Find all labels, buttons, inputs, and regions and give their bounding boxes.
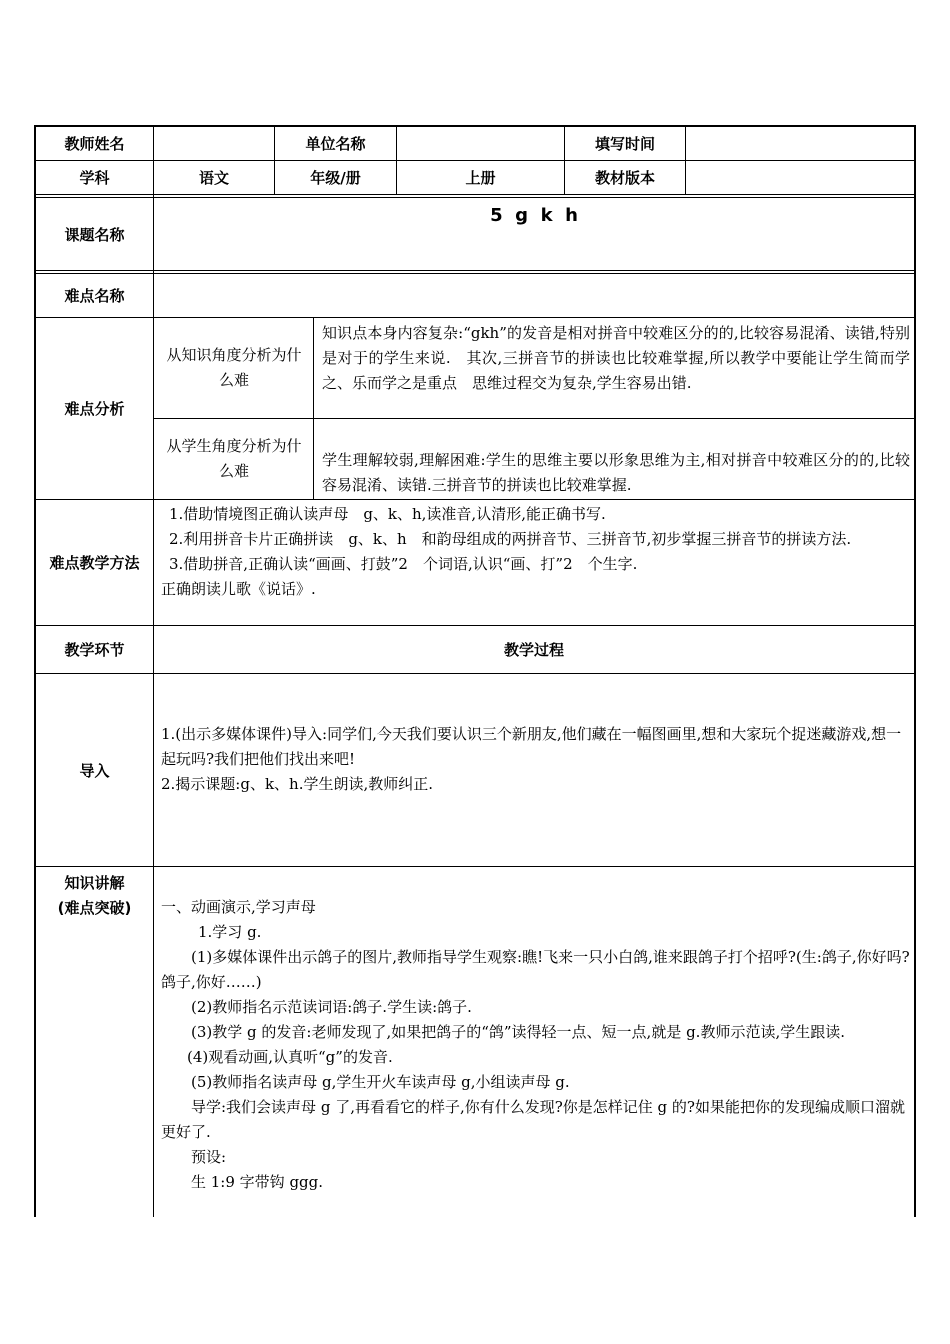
- teaching-methods-list: [161, 502, 911, 602]
- knowledge-item: (3)教学 g 的发音:老师发现了,如果把鸽子的“鸽”读得轻一点、短一点,就是 g.教师示范读,学生跟读.: [191, 1023, 845, 1041]
- teaching-stage-header: 教学环节: [64, 641, 125, 659]
- textbook-label: 教材版本: [594, 169, 655, 187]
- lesson-title-value: 5 g k h: [490, 205, 578, 226]
- knowledge-item: 一、动画演示,学习声母: [161, 898, 316, 916]
- teacher-name-field[interactable]: [154, 127, 274, 160]
- method-item: 3.借助拼音,正确认读“画画、打鼓”2 个词语,认识“画、打”2 个生字.: [169, 555, 638, 573]
- knowledge-explanation-content: [161, 895, 911, 1195]
- grade-value: 上册: [465, 169, 496, 187]
- intro-item: 1.(出示多媒体课件)导入:同学们,今天我们要认识三个新朋友,他们藏在一幅图画里,想和大家玩个捉迷藏游戏,想一起玩吗?我们把他们找出来吧!: [161, 725, 902, 768]
- method-item: 正确朗读儿歌《说话》.: [161, 580, 316, 598]
- knowledge-item: 生 1:9 字带钩 ggg.: [191, 1173, 324, 1191]
- knowledge-item: (2)教师指名示范读词语:鸽子.学生读:鸽子.: [191, 998, 472, 1016]
- teaching-methods-label: 难点教学方法: [49, 554, 140, 572]
- lesson-title-label: 课题名称: [64, 225, 125, 244]
- difficulty-analysis-label: 难点分析: [64, 400, 125, 418]
- difficulty-name-field[interactable]: [154, 274, 914, 317]
- intro-item: 2.揭示课题:g、k、h.学生朗读,教师纠正.: [161, 775, 434, 793]
- student-angle-label: 从学生角度分析为什么难: [166, 437, 302, 480]
- teaching-process-header: 教学过程: [503, 641, 564, 659]
- unit-name-label: 单位名称: [305, 135, 366, 153]
- knowledge-item: (4)观看动画,认真听“g”的发音.: [187, 1048, 393, 1066]
- knowledge-item: 导学:我们会读声母 g 了,再看看它的样子,你有什么发现?你是怎样记住 g 的?如果能把你的发现编成顺口溜就更好了.: [161, 1098, 905, 1141]
- knowledge-angle-text: 知识点本身内容复杂:“gkh”的发音是相对拼音中较难区分的的,比较容易混淆、读错,特别是对于的学生来说. 其次,三拼音节的拼读也比较难掌握,所以教学中要能让学生简而学之、乐而学之是重点 思维过程交为复杂,学生容易出错.: [322, 324, 910, 392]
- intro-content: [161, 722, 911, 797]
- knowledge-item: 1.学习 g.: [198, 923, 262, 941]
- method-item: 1.借助情境图正确认读声母 g、k、h,读准音,认清形,能正确书写.: [169, 505, 606, 523]
- textbook-field[interactable]: [686, 161, 914, 194]
- fill-time-label: 填写时间: [594, 135, 655, 153]
- intro-label: 导入: [79, 761, 110, 780]
- knowledge-item: (5)教师指名读声母 g,学生开火车读声母 g,小组读声母 g.: [191, 1073, 570, 1091]
- fill-time-field[interactable]: [686, 127, 914, 160]
- teacher-name-label: 教师姓名: [64, 135, 125, 153]
- lesson-plan-table: [34, 125, 916, 1217]
- unit-name-field[interactable]: [397, 127, 564, 160]
- knowledge-item: (1)多媒体课件出示鸽子的图片,教师指导学生观察:瞧!飞来一只小白鸽,谁来跟鸽子打个招呼?(生:鸽子,你好吗?鸽子,你好……): [161, 948, 910, 991]
- knowledge-item: 预设:: [191, 1148, 227, 1166]
- student-angle-text: 学生理解较弱,理解困难:学生的思维主要以形象思维为主,相对拼音中较难区分的的,比较容易混淆、读错.三拼音节的拼读也比较难掌握.: [322, 451, 910, 494]
- method-item: 2.利用拼音卡片正确拼读 g、k、h 和韵母组成的两拼音节、三拼音节,初步掌握三拼音节的拼读方法.: [169, 530, 852, 548]
- grade-label: 年级/册: [310, 169, 361, 187]
- subject-value: 语文: [198, 169, 229, 187]
- subject-label: 学科: [79, 169, 110, 187]
- difficulty-name-label: 难点名称: [64, 287, 125, 305]
- knowledge-explanation-label: 知识讲解 (难点突破): [57, 874, 132, 917]
- knowledge-angle-label: 从知识角度分析为什么难: [166, 346, 302, 389]
